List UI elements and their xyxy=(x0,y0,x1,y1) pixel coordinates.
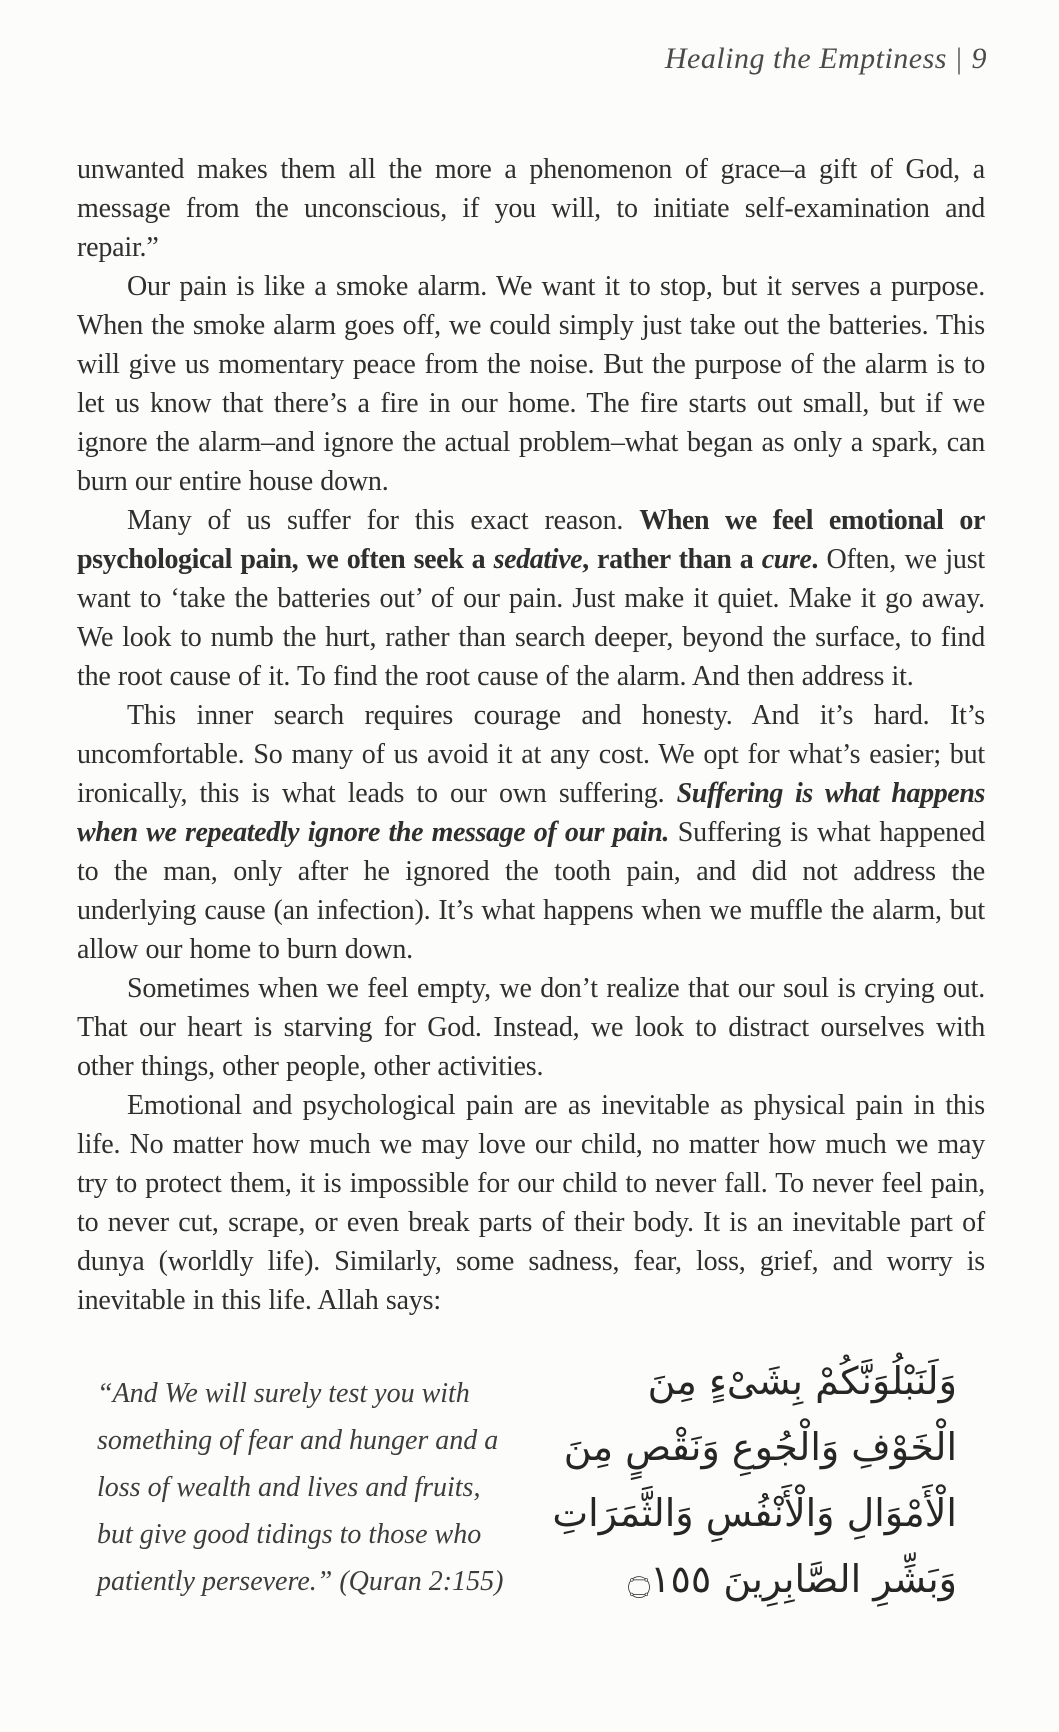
quote-english-line: “And We will surely test you with xyxy=(97,1378,470,1409)
text-run: , rather than a xyxy=(582,544,762,575)
text-run: Our pain is like a smoke alarm. We want it to stop, but it serves a purpose. When the smoke alarm goes off, we could simply just take out the batteries. This will give us momentary peace from the noise. But the purpose of the alarm is to let us know that there’s a fire in our home. The fire starts out small, but if we ignore the alarm–and ignore the actual problem–what began as only a spark, can burn our entire house down. xyxy=(77,271,985,497)
text-run: Many of us suffer for this exact reason. xyxy=(127,505,640,536)
quote-english-line: but give good tidings to those who xyxy=(97,1519,482,1550)
text-run: When we feel emotional or psychological pain, we often seek a xyxy=(77,505,985,575)
text-run: Sometimes when we feel empty, we don’t realize that our soul is crying out. That our heart is starving for God. Instead, we look to distract ourselves with other things, other people, other activities. xyxy=(77,973,985,1082)
paragraph-5 xyxy=(77,969,985,1086)
paragraph-2 xyxy=(77,267,985,501)
quote-english-line: something of fear and hunger and a xyxy=(97,1425,499,1456)
running-header-title: Healing the Emptiness xyxy=(664,42,947,75)
quote-english-translation xyxy=(97,1370,517,1605)
paragraph-6 xyxy=(77,1086,985,1320)
paragraph-1 xyxy=(77,150,985,267)
text-run: Suffering is what happens when we repeatedly ignore the message of our pain. xyxy=(77,778,985,848)
body-text xyxy=(77,150,985,1320)
quote-arabic-verse xyxy=(517,1348,985,1612)
text-run: cure xyxy=(761,544,812,575)
quote-arabic-line: وَبَشِّرِ الصَّابِرِينَ ۝١٥٥ xyxy=(627,1557,957,1601)
paragraph-3 xyxy=(77,501,985,696)
text-run: sedative xyxy=(493,544,583,575)
paragraph-4 xyxy=(77,696,985,969)
text-run: Emotional and psychological pain are as inevitable as physical pain in this life. No matter how much we may love our child, no matter how much we may try to protect them, it is impossible for our child to never fall. To never feel pain, to never cut, scrape, or even break parts of their body. It is an inevitable part of dunya (worldly life). Similarly, some sadness, fear, loss, grief, and worry is inevitable in this life. Allah says: xyxy=(77,1090,985,1316)
text-run: unwanted makes them all the more a phenomenon of grace–a gift of God, a message from the unconscious, if you will, to initiate self-examination and repair.” xyxy=(77,154,985,263)
quote-arabic-line: الْأَمْوَالِ وَالْأَنْفُسِ وَالثَّمَرَاتِ xyxy=(552,1491,957,1535)
quote-english-line: patiently persevere.” (Quran 2:155) xyxy=(97,1566,504,1597)
running-header xyxy=(77,42,987,76)
quote-english-line: loss of wealth and lives and fruits, xyxy=(97,1472,481,1503)
text-run: Often, we just want to ‘take the batteries out’ of our pain. Just make it quiet. Make it go away. We look to numb the hurt, rather than search deeper, beyond the surface, to find the root cause of it. To find the root cause of the alarm. And then address it. xyxy=(77,544,985,692)
quote-arabic-line: الْخَوْفِ وَالْجُوعِ وَنَقْصٍ مِنَ xyxy=(563,1425,957,1469)
text-run: . xyxy=(811,544,819,575)
quran-quote-block xyxy=(77,1348,985,1612)
page-number: 9 xyxy=(971,42,987,75)
text-run: This inner search requires courage and honesty. And it’s hard. It’s uncomfortable. So many of us avoid it at any cost. We opt for what’s easier; but ironically, this is what leads to our own suffering. xyxy=(77,700,985,809)
header-separator: | xyxy=(955,42,963,75)
text-run: Suffering is what happened to the man, only after he ignored the tooth pain, and did not address the underlying cause (an infection). It’s what happens when we muffle the alarm, but allow our home to burn down. xyxy=(77,817,986,965)
quote-arabic-line: وَلَنَبْلُوَنَّكُمْ بِشَىْءٍ مِنَ xyxy=(647,1359,957,1403)
